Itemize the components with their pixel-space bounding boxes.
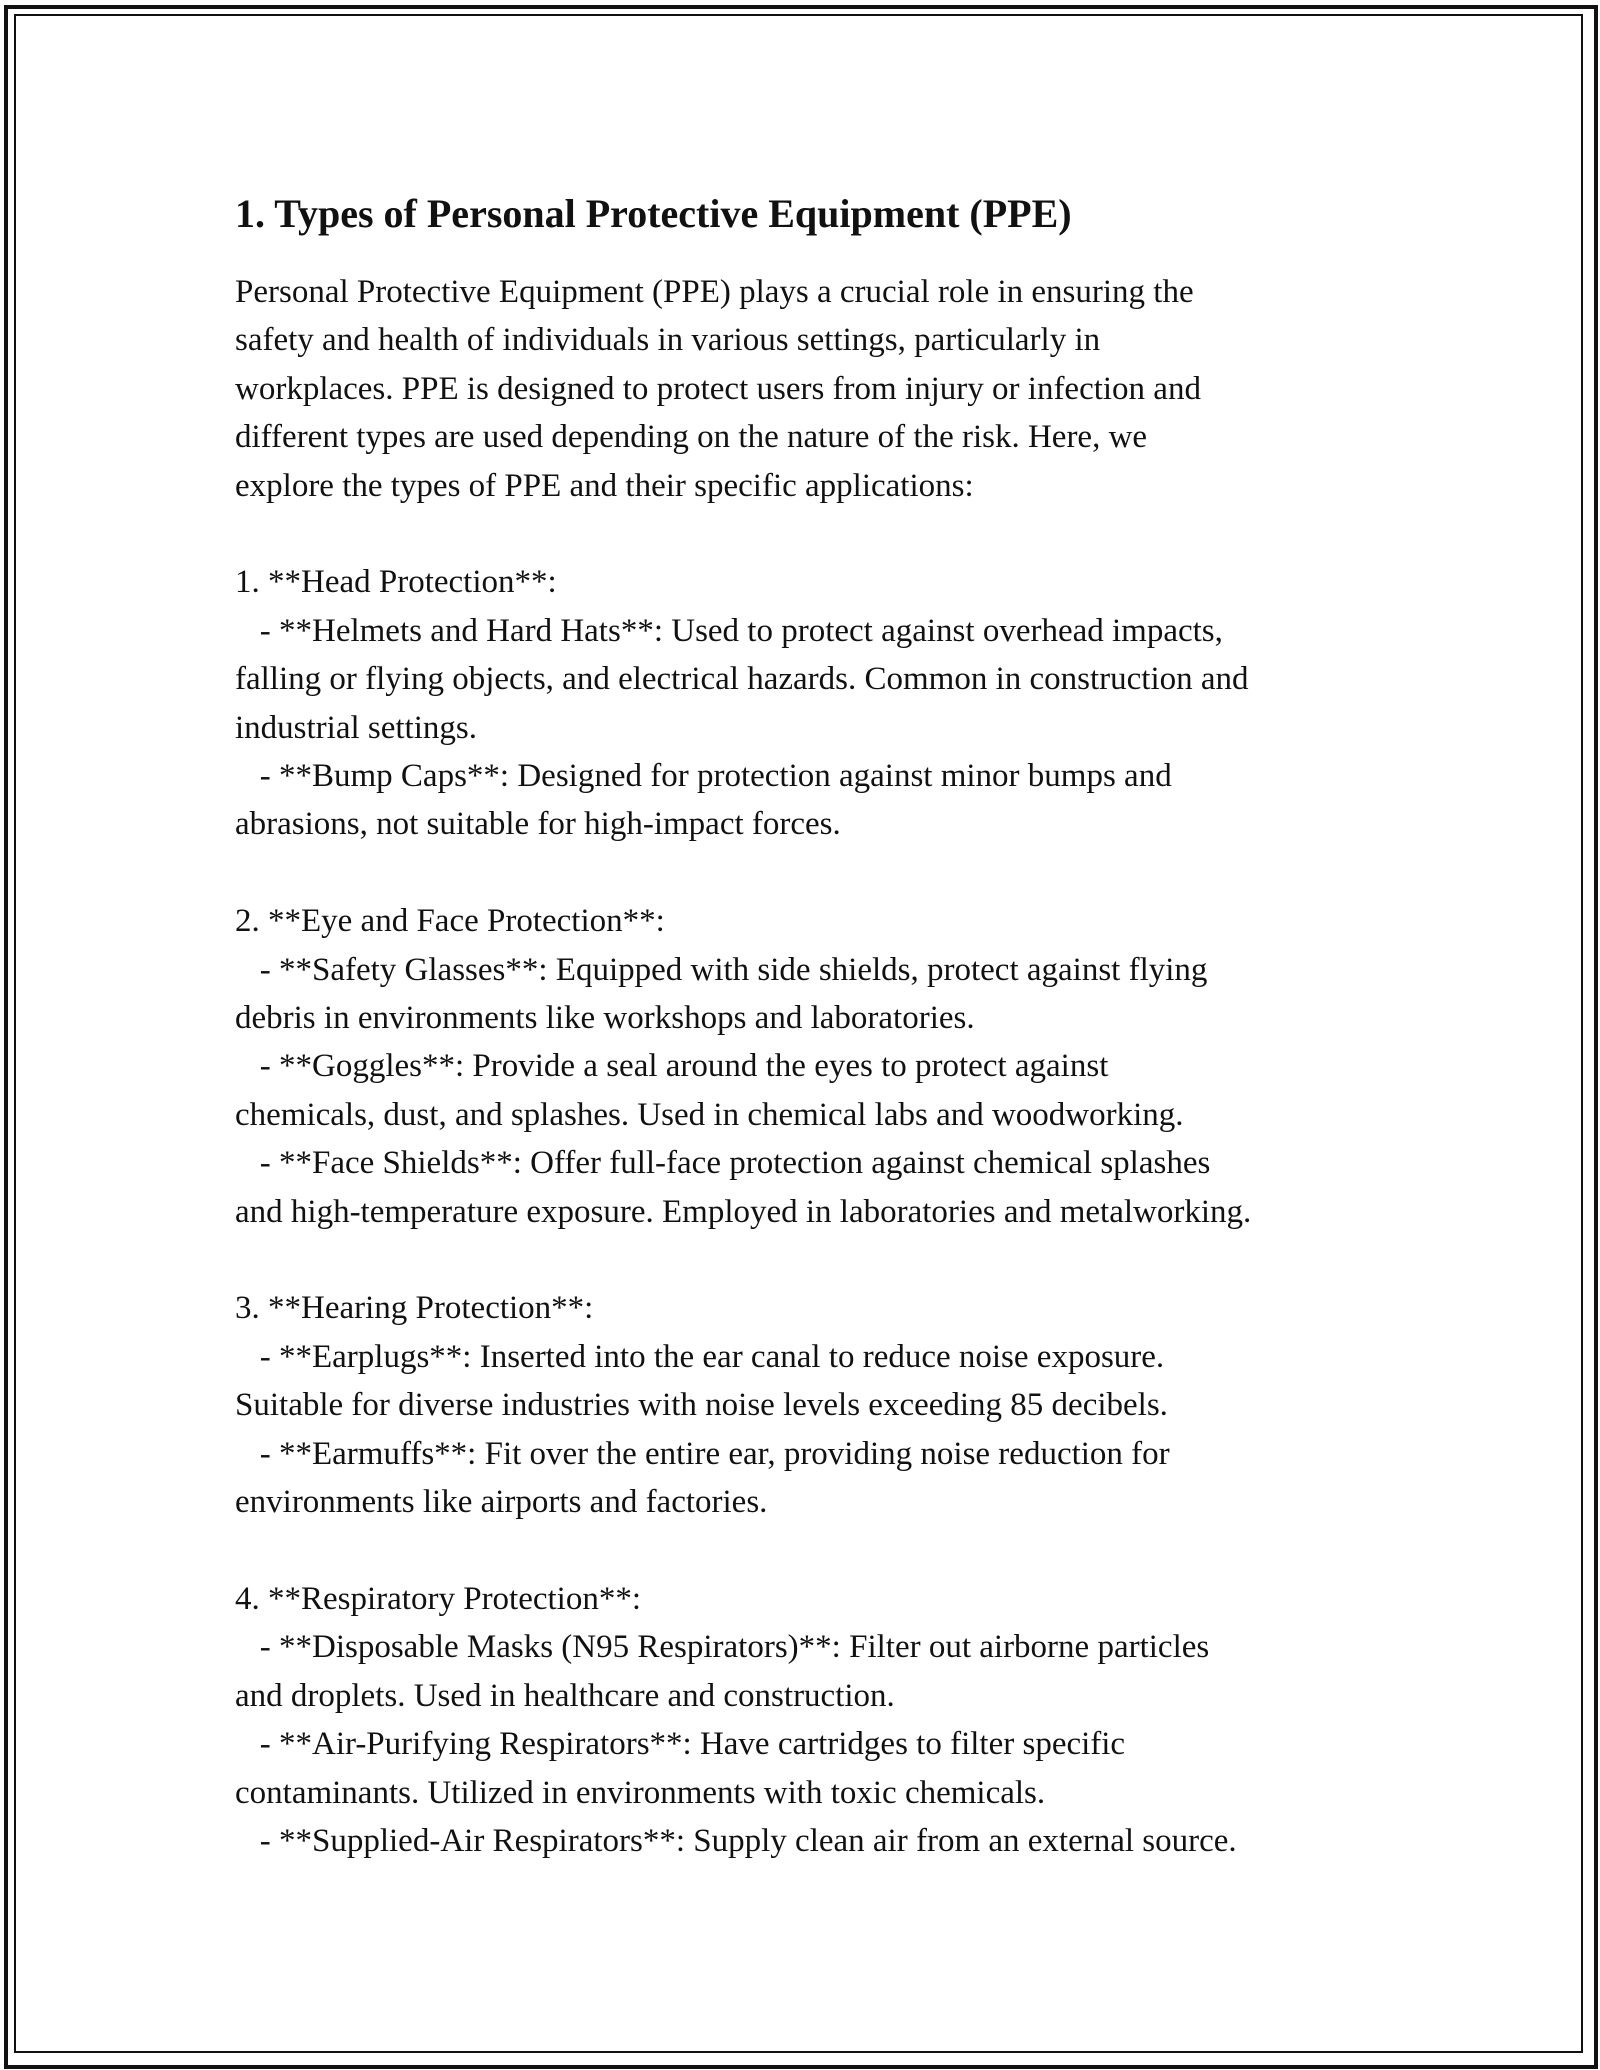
air-purifying-item: - **Air-Purifying Respirators**: Have cartridges to filter specific contaminants. Utilized in environments with toxic chemicals. [235, 1726, 1126, 1811]
paragraph-gap [235, 1527, 1395, 1575]
head-protection-title: 1. **Head Protection**: [235, 564, 557, 601]
hearing-protection-title: 3. **Hearing Protection**: [235, 1290, 594, 1327]
respiratory-protection-title: 4. **Respiratory Protection**: [235, 1580, 642, 1617]
paragraph-gap [235, 849, 1395, 897]
face-shields-item: - **Face Shields**: Offer full-face protection against chemical splashes and high-temperature exposure. Employed in laboratories and metalworking. [235, 1145, 1252, 1230]
intro-paragraph: Personal Protective Equipment (PPE) plays a crucial role in ensuring the safety and health of individuals in various settings, particularly in workplaces. PPE is designed to protect users from injury or infection and different types are used depending on the nature of the risk. Here, we explore the types of PPE and their specific applications: [235, 274, 1201, 504]
earmuffs-item: - **Earmuffs**: Fit over the entire ear, providing noise reduction for environments like airports and factories. [235, 1435, 1170, 1521]
supplied-air-item: - **Supplied-Air Respirators**: Supply clean air from an external source. [235, 1822, 1237, 1859]
earplugs-item: - **Earplugs**: Inserted into the ear canal to reduce noise exposure. Suitable for diverse industries with noise levels exceeding 85 decibels. [235, 1338, 1168, 1424]
safety-glasses-item: - **Safety Glasses**: Equipped with side shields, protect against flying debris in environments like workshops and laboratories. [235, 951, 1208, 1037]
paragraph-gap [235, 1236, 1395, 1284]
bump-caps-item: - **Bump Caps**: Designed for protection against minor bumps and abrasions, not suitable for high-impact forces. [235, 758, 1172, 843]
paragraph-gap [235, 510, 1395, 558]
helmets-item: - **Helmets and Hard Hats**: Used to protect against overhead impacts, falling or flying objects, and electrical hazards. Common in construction and industrial settings. [235, 612, 1249, 746]
section-heading: 1. Types of Personal Protective Equipment (PPE) [235, 191, 1072, 236]
disposable-masks-item: - **Disposable Masks (N95 Respirators)**: Filter out airborne particles and droplets. Used in healthcare and construction. [235, 1629, 1210, 1714]
eye-face-protection-title: 2. **Eye and Face Protection**: [235, 903, 665, 940]
document-body [235, 188, 1395, 1865]
goggles-item: - **Goggles**: Provide a seal around the eyes to protect against chemicals, dust, and splashes. Used in chemical labs and woodworking. [235, 1048, 1184, 1133]
